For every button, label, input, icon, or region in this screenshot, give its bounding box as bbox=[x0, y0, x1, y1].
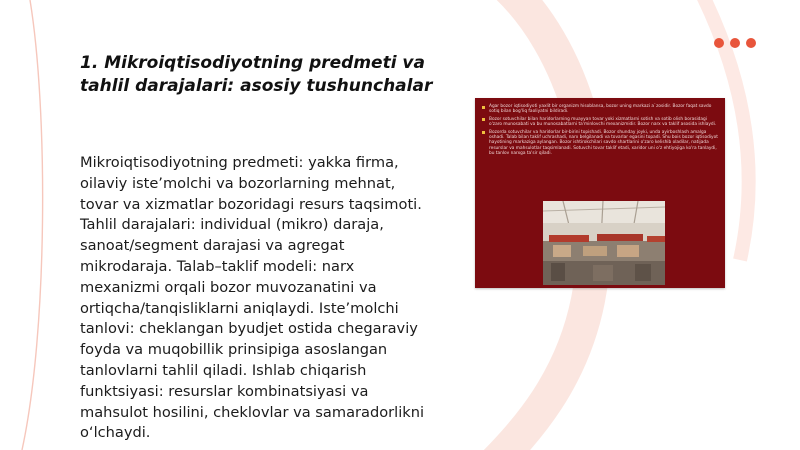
decorative-dots bbox=[714, 38, 756, 48]
dot bbox=[730, 38, 740, 48]
figure-bullet: Agar bozor iqtisodiyoti yaxlit bir organizm hisoblansa, bozor uning markazi a`zosidir. Bozor faqat savdo sotiq bilan bog'liq faoliyatni bildiradi. bbox=[481, 104, 719, 115]
market-hall-photo-icon bbox=[543, 201, 665, 285]
slide-title: 1. Mikroiqtisodiyotning predmeti va tahlil darajalari: asosiy tushunchalar bbox=[80, 53, 433, 96]
figure-bullet: Bozorda sotuvchilar va haridorlar bir-birini topishadi. Bozor shunday joyki, unda ayirboshlash amalga oshadi. Talab bilan taklif uchrashadi, narx belgilanadi va tovarlar egasini topadi. Shu bois bozor iqtisodiyot hayotining markaziga aylangan. Bozor ishtirokchilari savdo shartlarini o'zaro kelishib oladilar, natijada resurslar va mahsulotlar taqsimlanadi. Sotuvchi tovar taklif etadi, xaridor uni o'z ehtiyojiga ko'ra tanlaydi, bu tanlov narxga ta'sir qiladi. bbox=[481, 130, 719, 157]
figure-bullet: Bozor sotuvchilar bilan haridorlarning muayyan tovar yoki xizmatlarni sotish va sotib olish borasidagi o'zaro munosabati va bu munosabatlarni ta'minlovchi mexanizmidir. Bozor narx va taklif asosida ishlaydi. bbox=[481, 117, 719, 128]
dot bbox=[746, 38, 756, 48]
figure-bullet-list bbox=[481, 104, 719, 159]
dot bbox=[714, 38, 724, 48]
slide-body-text: Mikroiqtisodiyotning predmeti: yakka firma, oilaviy iste’molchi va bozorlarning mehnat, tovar va xizmatlar bozoridagi resurs taqsimoti. Tahlil darajalari: individual (mikro) daraja, sanoat/segment darajasi va agregat mikrodaraja. Talab–taklif modeli: narx mexanizmi orqali bozor muvozanatini va ortiqcha/tanqisliklarni aniqlaydi. Iste’molchi tanlovi: cheklangan byudjet ostida chegaraviy foyda va muqobillik prinsipiga asoslangan tanlovlarni tahlil qiladi. Ishlab chiqarish funktsiyasi: resurslar kombinatsiyasi va mahsulot hosilini, cheklovlar va samaradorlikni o‘lchaydi. bbox=[80, 154, 425, 442]
slide-figure bbox=[475, 98, 725, 288]
